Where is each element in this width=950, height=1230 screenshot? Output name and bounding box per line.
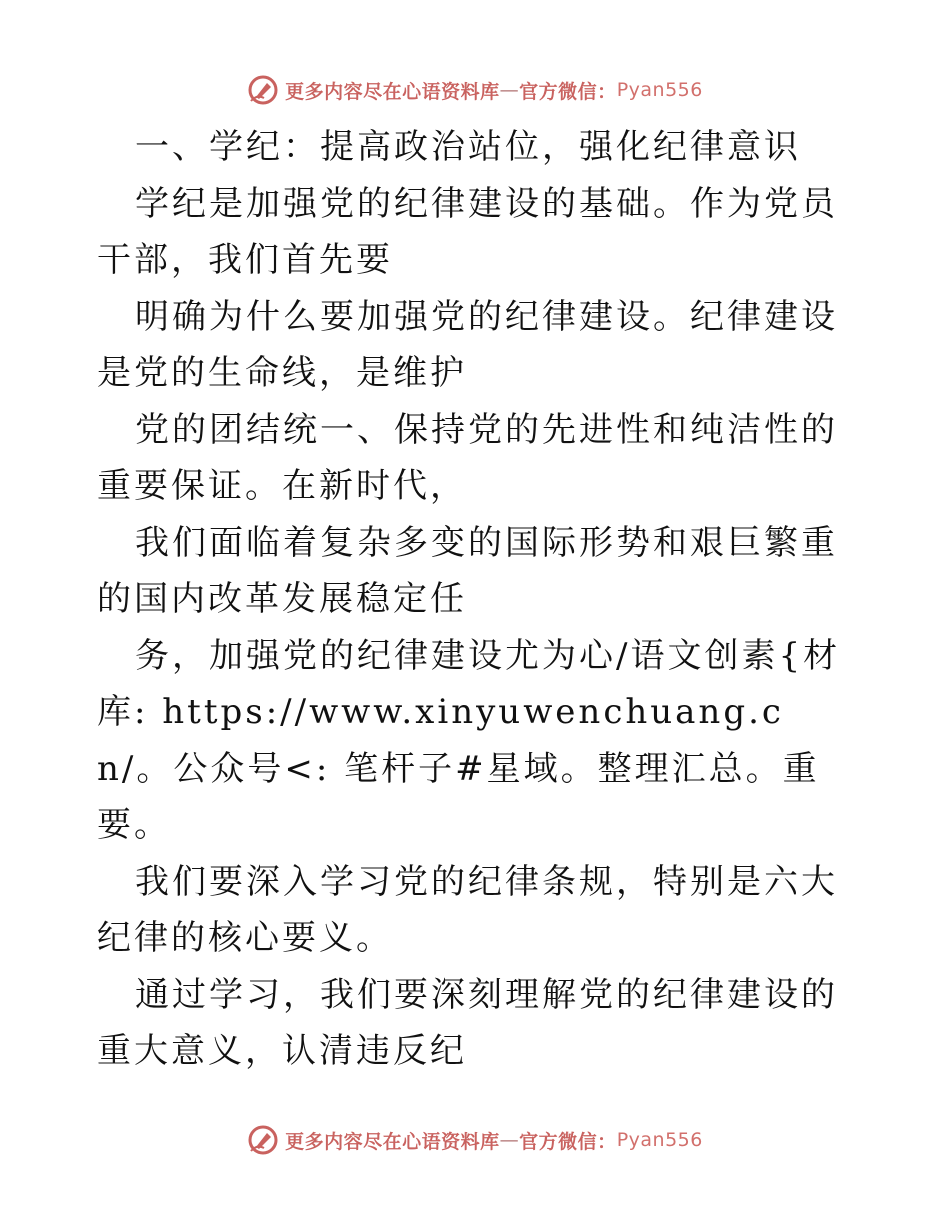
footer-watermark-banner [0, 1122, 950, 1158]
paragraph: 明确为什么要加强党的纪律建设。纪律建设是党的生命线，是维护 [97, 296, 838, 393]
document-body [97, 119, 857, 1080]
banner-separator: — [499, 1129, 520, 1151]
banner-contact-label: 官方微信： [519, 1130, 617, 1153]
banner-contact-id: Pyan556 [616, 79, 703, 101]
header-watermark-banner [0, 72, 950, 108]
paragraph: 我们面临着复杂多变的国际形势和艰巨繁重的国内改革发展稳定任 [97, 522, 838, 619]
banner-separator: — [499, 79, 520, 101]
paragraph: 学纪是加强党的纪律建设的基础。作为党员干部，我们首先要 [97, 183, 838, 280]
paragraph: 党的团结统一、保持党的先进性和纯洁性的重要保证。在新时代， [97, 409, 838, 506]
banner-text: 更多内容尽在心语资料库 [285, 1130, 500, 1153]
pen-nib-circle-icon [247, 1124, 279, 1156]
banner-text: 更多内容尽在心语资料库 [285, 80, 500, 103]
paragraph: 我们要深入学习党的纪律条规，特别是六大纪律的核心要义。 [97, 861, 838, 958]
paragraph: 通过学习，我们要深刻理解党的纪律建设的重大意义，认清违反纪 [97, 974, 838, 1071]
banner-contact-label: 官方微信： [519, 80, 617, 103]
pen-nib-circle-icon [247, 74, 279, 106]
section-heading: 一、学纪：提高政治站位，强化纪律意识 [135, 127, 801, 167]
paragraph: 务，加强党的纪律建设尤为心/语文创素{材库: https://www.xinyuwenchuang.cn/。公众号<: 笔杆子#星域。整理汇总。重要。 [97, 635, 841, 845]
banner-contact-id: Pyan556 [616, 1129, 703, 1151]
